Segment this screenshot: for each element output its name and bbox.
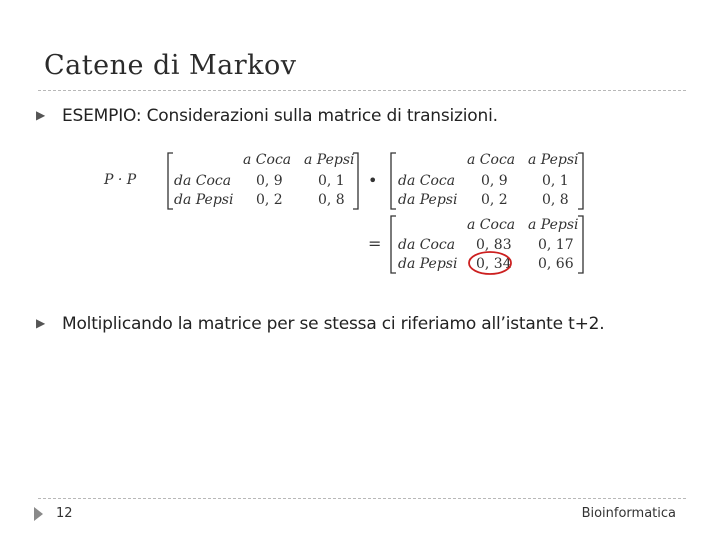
slide-title: Catene di Markov: [44, 50, 297, 81]
result-right-bracket: [578, 216, 583, 273]
multiply-dot: •: [368, 171, 378, 190]
matrix-1-left-bracket: [168, 153, 173, 209]
bullet-arrow-icon: ▶: [36, 108, 46, 122]
footer-course-name: Bioinformatica: [581, 506, 676, 521]
matrix-2-left-bracket: [391, 153, 396, 209]
matrix-2-right-bracket: [578, 153, 583, 209]
m2-row-header-pepsi: da Pepsi: [398, 192, 458, 208]
m1-row-header-pepsi: da Pepsi: [174, 192, 234, 208]
m1-col-header-pepsi: a Pepsi: [304, 152, 355, 168]
result-row-header-coca: da Coca: [398, 237, 456, 253]
footer-triangle-icon: [34, 507, 43, 521]
equals-sign: =: [368, 234, 382, 253]
result-cell-0-0: 0, 83: [476, 237, 512, 253]
m2-cell-1-0: 0, 2: [481, 192, 508, 208]
matrix-2: [391, 152, 583, 209]
bullet-2: [36, 314, 604, 334]
m2-col-header-coca: a Coca: [467, 152, 516, 168]
m2-cell-0-1: 0, 1: [542, 173, 569, 189]
m1-cell-0-0: 0, 9: [256, 173, 283, 189]
m2-row-header-coca: da Coca: [398, 173, 456, 189]
result-cell-0-1: 0, 17: [538, 237, 574, 253]
result-cell-1-0: 0, 34: [476, 256, 512, 272]
m2-col-header-pepsi: a Pepsi: [528, 152, 579, 168]
footer-divider: [38, 498, 686, 499]
result-matrix: [391, 216, 583, 274]
result-col-header-pepsi: a Pepsi: [528, 217, 579, 233]
m2-cell-1-1: 0, 8: [542, 192, 569, 208]
m1-cell-0-1: 0, 1: [318, 173, 345, 189]
result-col-header-coca: a Coca: [467, 217, 516, 233]
m2-cell-0-0: 0, 9: [481, 173, 508, 189]
result-cell-1-1: 0, 66: [538, 256, 574, 272]
m1-col-header-coca: a Coca: [243, 152, 292, 168]
lhs-label: P · P: [104, 172, 137, 188]
m1-row-header-coca: da Coca: [174, 173, 232, 189]
result-left-bracket: [391, 216, 396, 273]
m1-cell-1-0: 0, 2: [256, 192, 283, 208]
page-number: 12: [56, 506, 73, 521]
bullet-1-text: ESEMPIO: Considerazioni sulla matrice di transizioni.: [62, 106, 498, 126]
m1-cell-1-1: 0, 8: [318, 192, 345, 208]
bullet-arrow-icon: ▶: [36, 316, 46, 330]
bullet-2-text: Moltiplicando la matrice per se stessa ci riferiamo all’istante t+2.: [62, 314, 605, 334]
result-row-header-pepsi: da Pepsi: [398, 256, 458, 272]
matrix-1: [168, 152, 358, 209]
